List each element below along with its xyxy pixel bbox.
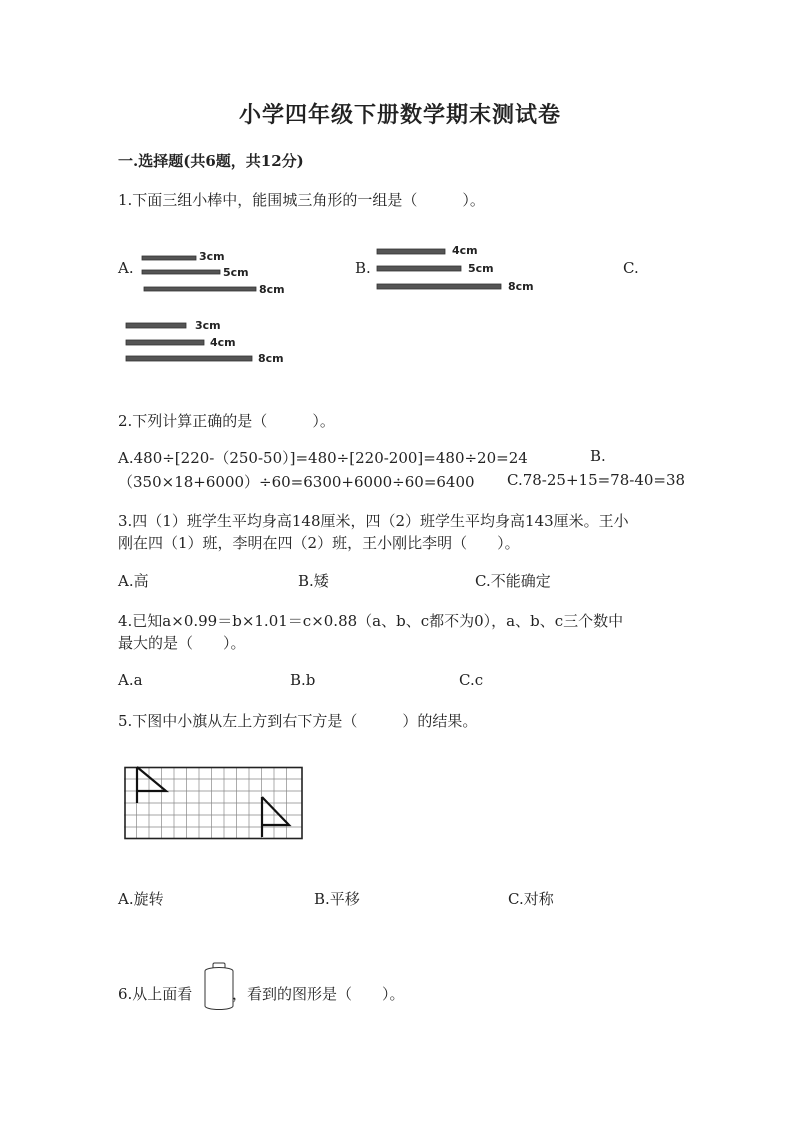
stick-c-8cm-label: 8cm <box>258 352 284 365</box>
section-heading: 一.选择题(共6题，共12分) <box>118 152 304 170</box>
cylinder-icon <box>202 962 236 1014</box>
question-3-line-2: 刚在四（1）班，李明在四（2）班，王小刚比李明（ ）。 <box>118 534 520 552</box>
question-6-stem-after: ，看到的图形是（ ）。 <box>232 985 405 1003</box>
stick-a-5cm <box>142 270 220 274</box>
q4-option-b[interactable]: B.b <box>290 671 316 689</box>
stick-c-8cm <box>126 356 252 361</box>
stick-b-8cm-label: 8cm <box>508 280 534 293</box>
stick-b-4cm-label: 4cm <box>452 244 478 257</box>
stick-c-3cm-label: 3cm <box>195 319 221 332</box>
q2-option-c[interactable]: C.78-25+15=78-40=38 <box>507 471 686 489</box>
q5-option-b[interactable]: B.平移 <box>314 890 360 908</box>
stick-a-3cm-label: 3cm <box>199 250 225 263</box>
q5-option-a[interactable]: A.旋转 <box>118 890 164 908</box>
question-6-stem-before: 6.从上面看 <box>118 985 193 1003</box>
stick-a-3cm <box>142 256 196 260</box>
stick-c-4cm <box>126 340 204 345</box>
question-4-line-1: 4.已知a×0.99＝b×1.01＝c×0.88（a、b、c都不为0），a、b、c三个数中 <box>118 612 624 630</box>
q2-option-a[interactable]: A.480÷[220-（250-50）]=480÷[220-200]=480÷20=24 <box>118 449 528 467</box>
q3-option-b[interactable]: B.矮 <box>298 572 329 590</box>
stick-c-4cm-label: 4cm <box>210 336 236 349</box>
q5-grid-figure <box>124 767 306 841</box>
stick-b-5cm <box>377 266 461 271</box>
q1-option-a[interactable]: A. <box>118 259 134 277</box>
question-2-stem: 2.下列计算正确的是（ ）。 <box>118 412 335 430</box>
stick-b-8cm <box>377 284 501 289</box>
q2-option-b[interactable]: （350×18+6000）÷60=6300+6000÷60=6400 <box>118 473 475 491</box>
q2-option-b-label[interactable]: B. <box>590 447 606 465</box>
q1-option-b[interactable]: B. <box>355 259 371 277</box>
stick-a-8cm-label: 8cm <box>259 283 285 296</box>
question-4-line-2: 最大的是（ ）。 <box>118 634 246 652</box>
question-3-line-1: 3.四（1）班学生平均身高148厘米，四（2）班学生平均身高143厘米。王小 <box>118 512 629 530</box>
q5-option-c[interactable]: C.对称 <box>508 890 554 908</box>
q1-group-a-sticks <box>0 0 800 400</box>
question-5-stem: 5.下图中小旗从左上方到右下方是（ ）的结果。 <box>118 712 478 730</box>
question-1-stem: 1.下面三组小棒中，能围城三角形的一组是（ ）。 <box>118 191 485 209</box>
q3-option-a[interactable]: A.高 <box>118 572 149 590</box>
q1-option-c[interactable]: C. <box>623 259 639 277</box>
q4-option-c[interactable]: C.c <box>459 671 484 689</box>
stick-c-3cm <box>126 323 186 328</box>
stick-a-5cm-label: 5cm <box>223 266 249 279</box>
stick-b-4cm <box>377 249 445 254</box>
page-title: 小学四年级下册数学期末测试卷 <box>238 102 561 128</box>
stick-b-5cm-label: 5cm <box>468 262 494 275</box>
stick-a-8cm <box>144 287 256 291</box>
q4-option-a[interactable]: A.a <box>118 671 143 689</box>
q3-option-c[interactable]: C.不能确定 <box>475 572 551 590</box>
